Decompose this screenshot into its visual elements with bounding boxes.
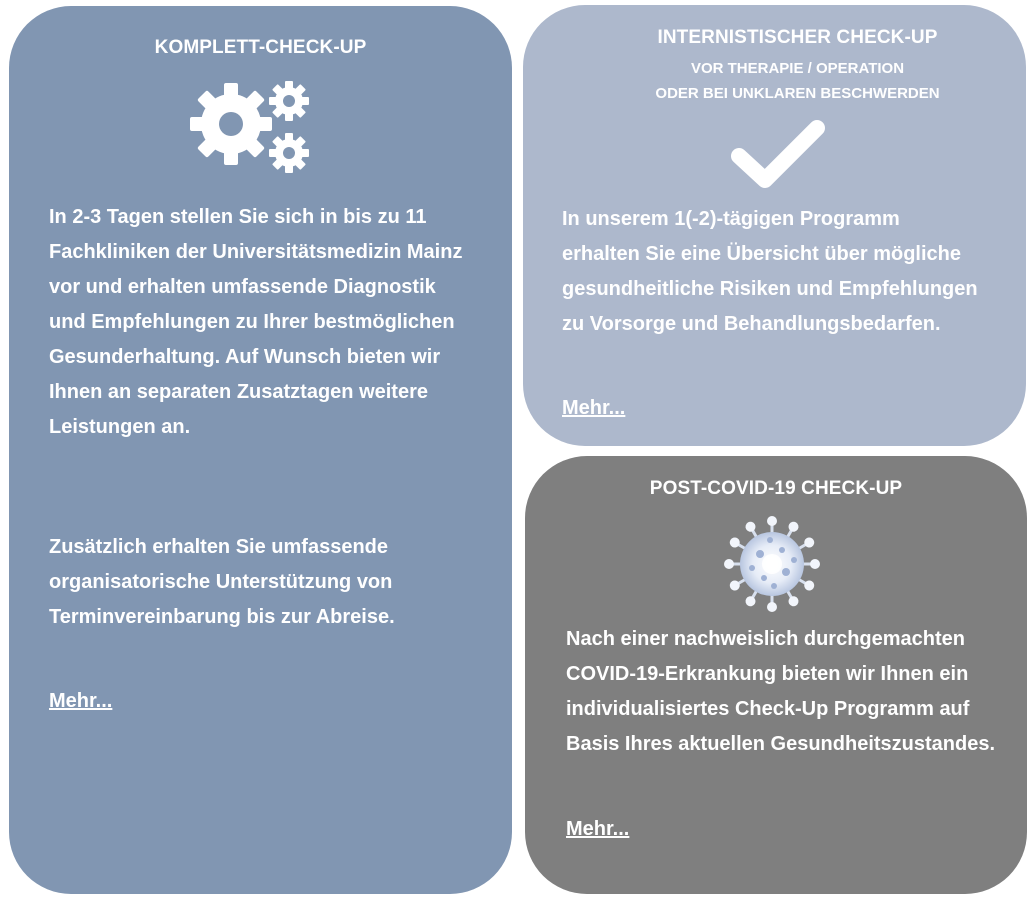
internistisch-checkup-title: INTERNISTISCHER CHECK-UP xyxy=(657,27,938,48)
internistisch-checkup-more-link[interactable]: Mehr... xyxy=(562,397,626,419)
komplett-checkup-support-text: Zusätzlich erhalten Sie umfassende organisatorische Unterstützung von Terminvereinbarung bis zur Abreise. xyxy=(49,536,395,628)
internistisch-checkup-subtitle-line1: VOR THERAPIE / OPERATION xyxy=(690,60,905,77)
covid-checkup-description: Nach einer nachweislich durchgemachten COVID-19-Erkrankung bieten wir Ihnen ein individualisiertes Check-Up Programm auf Basis Ihres aktuellen Gesundheitszustandes. xyxy=(566,628,996,755)
internistisch-checkup-card xyxy=(523,5,1026,446)
komplett-checkup-title: KOMPLETT-CHECK-UP xyxy=(154,37,367,58)
internistisch-checkup-subtitle-line2: ODER BEI UNKLAREN BESCHWERDEN xyxy=(655,85,940,102)
komplett-checkup-more-link[interactable]: Mehr... xyxy=(49,690,113,712)
covid-checkup-title: POST-COVID-19 CHECK-UP xyxy=(649,478,903,499)
covid-checkup-more-link[interactable]: Mehr... xyxy=(566,818,630,840)
covid-checkup-card xyxy=(525,456,1027,894)
gears-icon xyxy=(189,80,314,174)
virus-icon xyxy=(724,516,820,612)
komplett-checkup-card xyxy=(9,6,512,894)
internistisch-checkup-description: In unserem 1(-2)-tägigen Programm erhalten Sie eine Übersicht über mögliche gesundheitliche Risiken und Empfehlungen zu Vorsorge und Behandlungsbedarfen. xyxy=(562,208,978,335)
komplett-checkup-description: In 2-3 Tagen stellen Sie sich in bis zu 11 Fachkliniken der Universitätsmedizin Mainz vor und erhalten umfassende Diagnostik und Empfehlungen zu Ihrer bestmöglichen Gesunderhaltung. Auf Wunsch bieten wir Ihnen an separaten Zusatztagen weitere Leistungen an. xyxy=(49,206,463,438)
checkmark-icon xyxy=(729,118,827,192)
